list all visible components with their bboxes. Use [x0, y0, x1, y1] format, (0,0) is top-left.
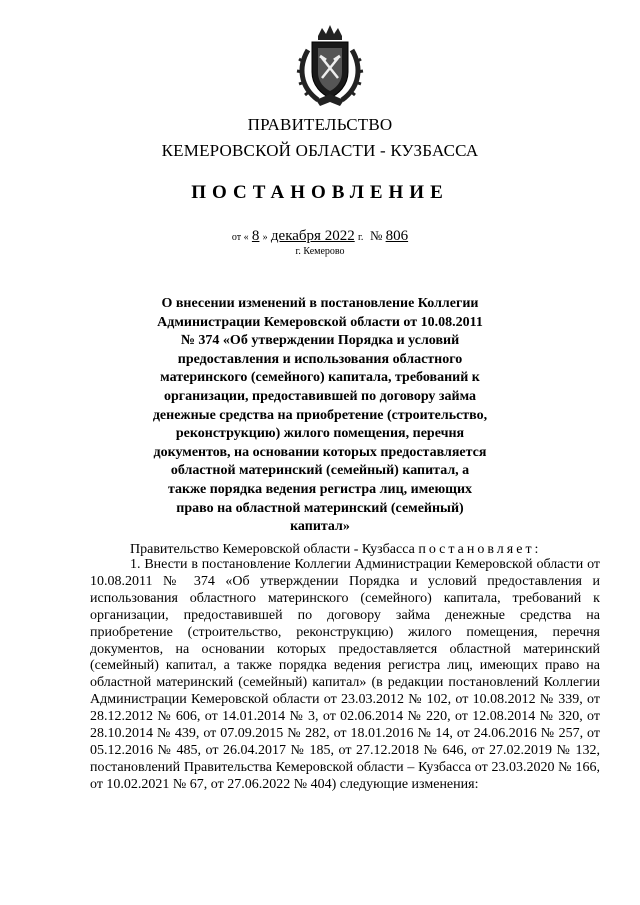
intro-decree-word: постановляет: — [418, 542, 542, 557]
resolution-heading: О внесении изменений в постановление Коллегии Администрации Кемеровской области от 10.08.2011 № 374 «Об утверждении Порядка и условий предоставления и использования областного материнского (семейного) капитала, требований к организации, предоставившей по договору займа денежные средства на приобретение (строительство, реконструкцию) жилого помещения, перечня документов, на основании которых предоставляется областной материнский (семейный) капитал, а также порядка ведения регистра лиц, имеющих право на областной материнский (семейный) капитал» — [152, 296, 488, 535]
date-number-line — [0, 228, 640, 245]
government-line-2: КЕМЕРОВСКОЙ ОБЛАСТИ - КУЗБАССА — [161, 141, 479, 160]
government-line-1: ПРАВИТЕЛЬСТВО — [247, 115, 393, 134]
date-mid: » — [262, 232, 268, 243]
date-prefix: от « — [231, 232, 249, 243]
date-day: 8 — [251, 228, 260, 244]
date-month-year: декабря 2022 — [270, 228, 355, 244]
intro-text: Правительство Кемеровской области - Кузбасса — [130, 542, 415, 557]
intro-line — [90, 541, 600, 558]
city: г. Кемерово — [295, 246, 345, 257]
paragraph-1: 1. Внести в постановление Коллегии Администрации Кемеровской области от 10.08.2011 № 374 «Об утверждении Порядка и условий предоставления и использования областного материнского (семейного) капитала, требований к организации, предоставившей по договору займа денежные средства на приобретение (строительство, реконструкцию) жилого помещения, перечня документов, на основании которых предоставляется областной материнский (семейный) капитал, а также порядка ведения регистра лиц, имеющих право на областной материнский (семейный) капитал» (в редакции постановлений Коллегии Администрации Кемеровской области от 23.03.2012 № 102, от 10.08.2012 № 339, от 28.12.2012 № 606, от 14.01.2014 № 3, от 02.06.2014 № 220, от 12.08.2014 № 320, от 28.10.2014 № 439, от 07.09.2015 № 282, от 18.01.2016 № 14, от 24.06.2016 № 257, от 05.12.2016 № 485, от 26.04.2017 № 185, от 27.12.2018 № 646, от 27.02.2019 № 132, постановлений Правительства Кемеровской области – Кузбасса от 23.03.2020 № 166, от 10.02.2021 № 67, от 27.06.2022 № 404) следующие изменения: — [90, 557, 600, 792]
number-label: № — [369, 228, 383, 243]
document-number: 806 — [385, 228, 409, 244]
date-year-suffix: г. — [357, 232, 364, 243]
coat-of-arms-icon — [294, 22, 366, 108]
document-type-title: ПОСТАНОВЛЕНИЕ — [191, 182, 449, 203]
